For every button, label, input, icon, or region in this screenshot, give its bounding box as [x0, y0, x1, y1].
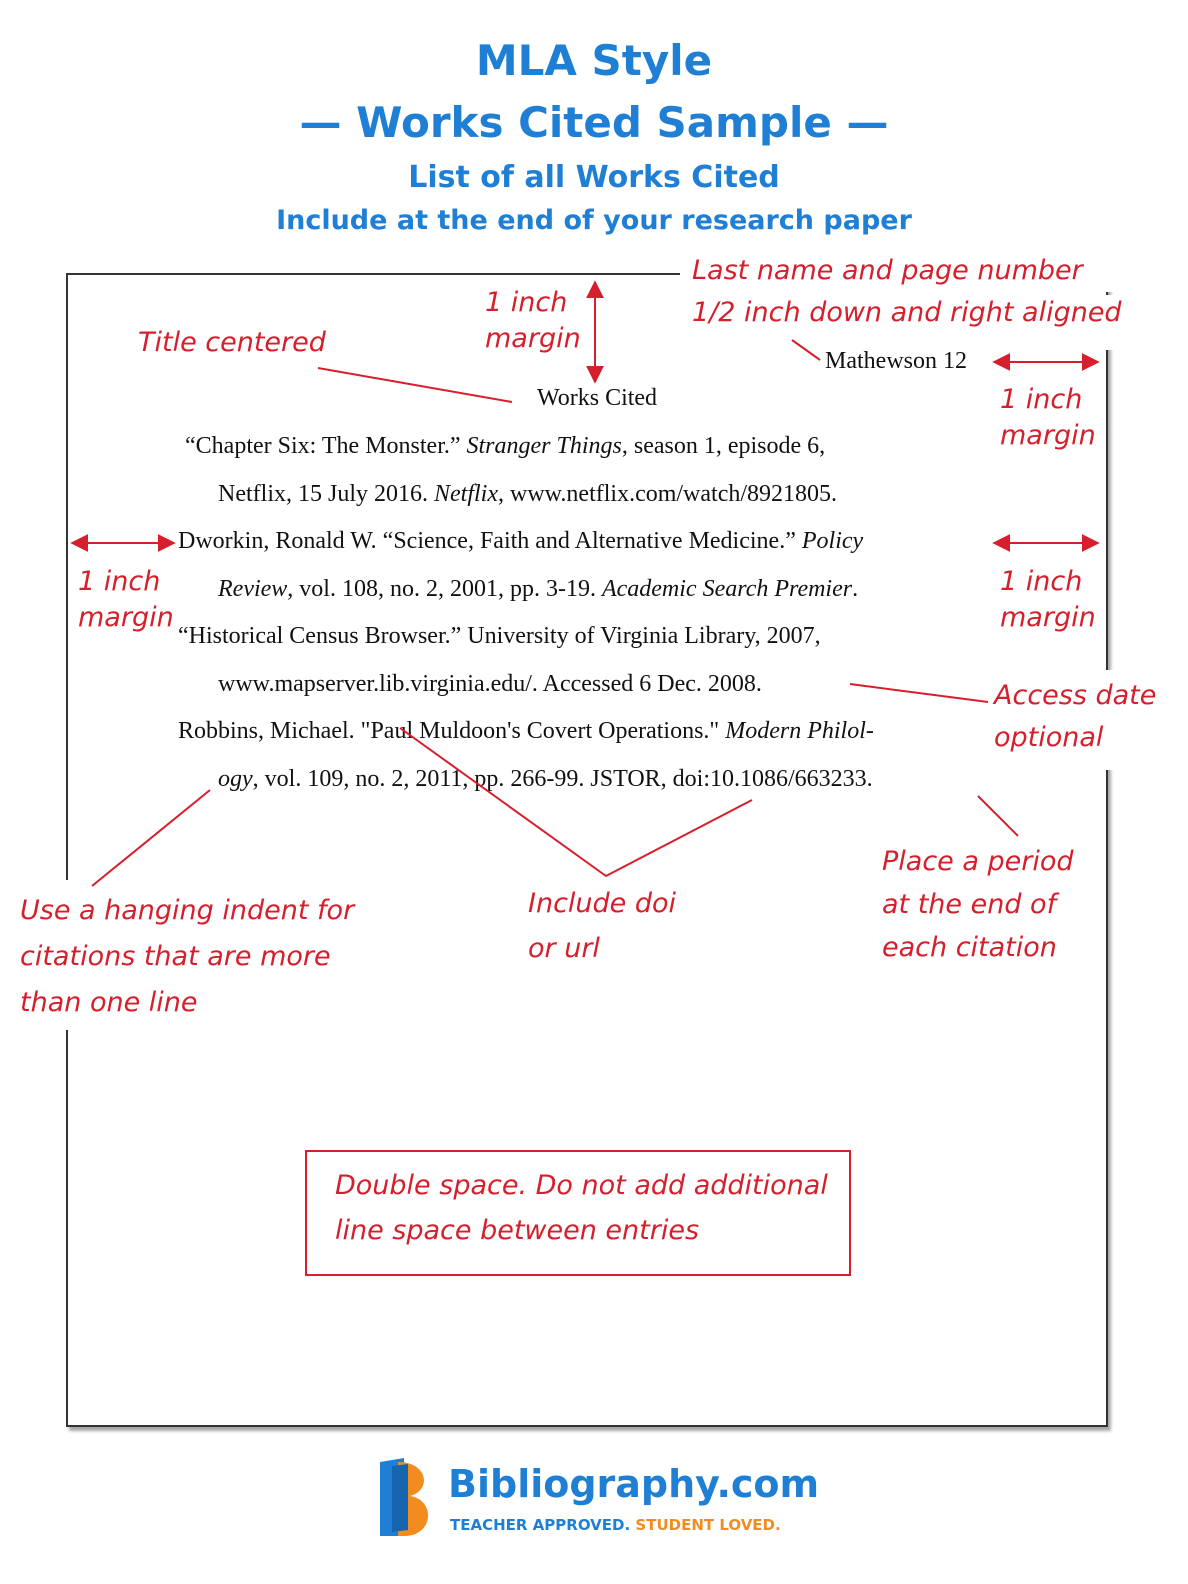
access-date-leader	[850, 684, 988, 702]
citation-line: www.mapserver.lib.virginia.edu/. Accessed 6 Dec. 2008.	[218, 671, 762, 697]
citation-line: “Historical Census Browser.” University of Virginia Library, 2007,	[178, 623, 821, 649]
annotation-hanging-indent: Use a hanging indent for citations that are more than one line	[20, 895, 355, 1018]
bibliography-logo-icon	[378, 1456, 440, 1538]
annotation-doi: Include doi or url	[528, 888, 677, 964]
annotation-running-head: Last name and page number 1/2 inch down and right aligned	[692, 255, 1122, 328]
doi-leader	[400, 728, 752, 876]
citation-line: Netflix, 15 July 2016. Netflix, www.netflix.com/watch/8921805.	[218, 481, 838, 507]
annotation-access-date: Access date optional	[994, 680, 1157, 753]
page-subtitle: — Works Cited Sample —	[299, 98, 889, 147]
double-space-note: Double space. Do not add additional line space between entries	[335, 1170, 828, 1246]
hanging-indent-leader	[92, 790, 210, 886]
header-line-3: List of all Works Cited	[408, 160, 780, 195]
brand-name: Bibliography.com	[448, 1462, 820, 1506]
running-head-leader	[792, 340, 820, 360]
citation-line: Robbins, Michael. "Paul Muldoon's Covert Operations." Modern Philol-	[178, 718, 874, 744]
annotation-period: Place a period at the end of each citation	[882, 846, 1074, 964]
header-line-4: Include at the end of your research paper	[276, 205, 912, 236]
period-leader	[978, 796, 1018, 836]
citation-line: Dworkin, Ronald W. “Science, Faith and Alternative Medicine.” Policy	[178, 528, 864, 554]
citation-line: “Chapter Six: The Monster.” Stranger Things, season 1, episode 6,	[185, 433, 826, 459]
works-cited-heading: Works Cited	[537, 385, 658, 411]
annotation-right-margin-2: 1 inch margin	[1000, 566, 1096, 634]
title-leader	[318, 368, 512, 402]
citation-line: ogy, vol. 109, no. 2, 2011, pp. 266-99. JSTOR, doi:10.1086/663233.	[218, 766, 873, 792]
running-head: Mathewson 12	[825, 348, 967, 374]
annotation-top-margin: 1 inch margin	[485, 287, 581, 355]
citation-line: Review, vol. 108, no. 2, 2001, pp. 3-19. Academic Search Premier.	[218, 576, 859, 602]
annotation-title-centered: Title centered	[138, 327, 326, 358]
page-title: MLA Style	[475, 36, 713, 85]
brand-tagline: TEACHER APPROVED. STUDENT LOVED.	[450, 1516, 781, 1534]
annotation-left-margin: 1 inch margin	[78, 566, 174, 634]
annotation-right-margin-1: 1 inch margin	[1000, 384, 1096, 452]
